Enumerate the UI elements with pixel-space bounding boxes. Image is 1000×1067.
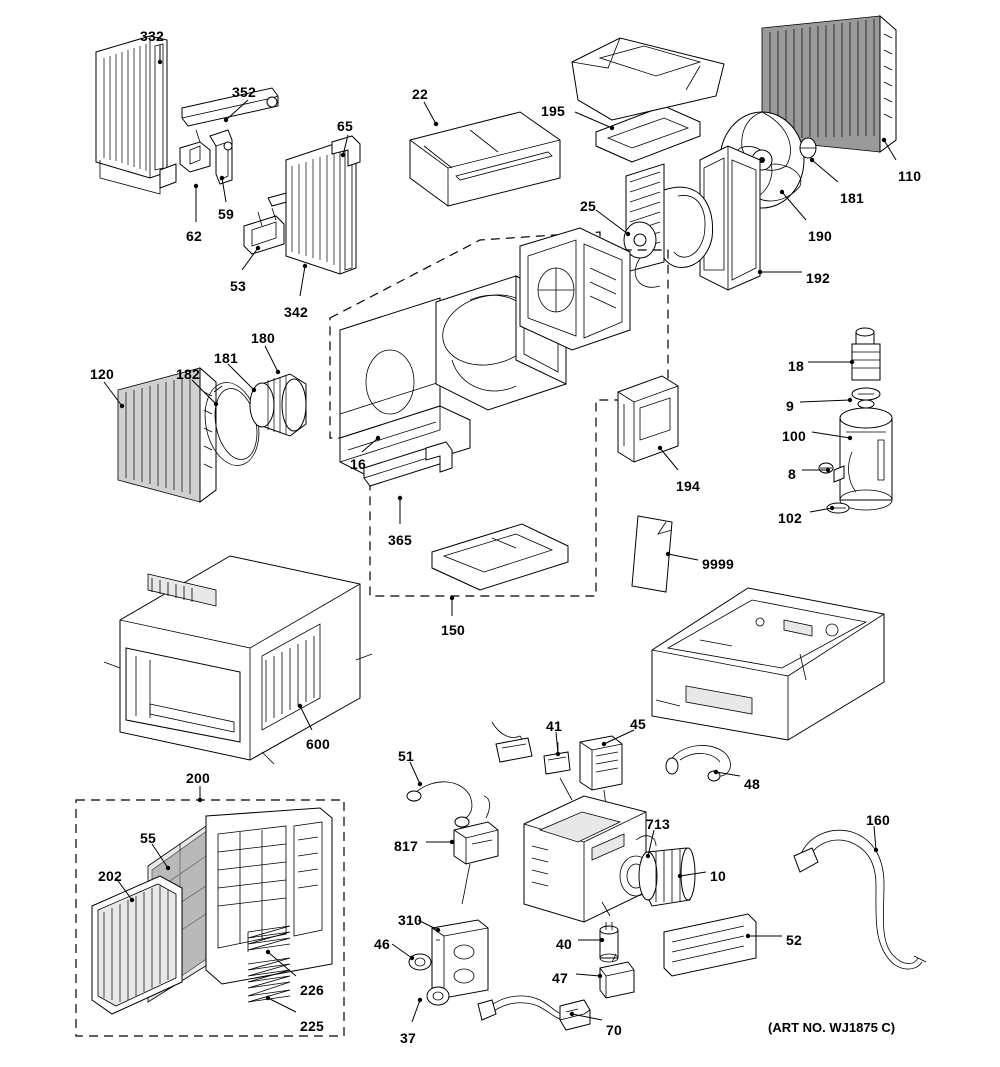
callout-713: 713 [646, 816, 670, 832]
callout-65: 65 [337, 118, 353, 134]
callout-352: 352 [232, 84, 256, 100]
callout-310: 310 [398, 912, 422, 928]
callout-150: 150 [441, 622, 465, 638]
part-18-terminal-cover [852, 328, 880, 380]
callout-226: 226 [300, 982, 324, 998]
callout-40: 40 [556, 936, 572, 952]
callout-45: 45 [630, 716, 646, 732]
part-352-bar [182, 88, 278, 126]
callout-225: 225 [300, 1018, 324, 1034]
callout-120: 120 [90, 366, 114, 382]
callout-102: 102 [778, 510, 802, 526]
callout-202: 202 [98, 868, 122, 884]
callout-16: 16 [350, 456, 366, 472]
part-342-louver-panel [286, 142, 356, 274]
callout-110: 110 [898, 168, 922, 184]
part-8-bolt [819, 463, 833, 473]
callout-53: 53 [230, 278, 246, 294]
callout-180: 180 [251, 330, 275, 346]
part-45-control-box [580, 736, 622, 806]
callout-181: 181 [214, 350, 238, 366]
callout-194: 194 [676, 478, 700, 494]
callout-9: 9 [786, 398, 794, 414]
callout-181: 181 [840, 190, 864, 206]
callout-365: 365 [388, 532, 412, 548]
callout-10: 10 [710, 868, 726, 884]
part-332-front-grille [96, 36, 176, 194]
callout-195: 195 [541, 103, 565, 119]
part-150-drain-tray [432, 524, 568, 590]
callout-55: 55 [140, 830, 156, 846]
part-top-deflector [572, 38, 724, 120]
part-59-clip [210, 130, 232, 184]
callout-48: 48 [744, 776, 760, 792]
callout-37: 37 [400, 1030, 416, 1046]
part-817-thermostat [454, 796, 498, 904]
callout-41: 41 [546, 718, 562, 734]
part-53-bracket [244, 208, 284, 254]
callout-62: 62 [186, 228, 202, 244]
callout-9999: 9999 [702, 556, 734, 572]
callout-100: 100 [782, 428, 806, 444]
callout-18: 18 [788, 358, 804, 374]
callout-59: 59 [218, 206, 234, 222]
art-number-label: (ART NO. WJ1875 C) [768, 1020, 896, 1035]
callout-192: 192 [806, 270, 830, 286]
part-181-fan-nut [800, 138, 816, 158]
callout-46: 46 [374, 936, 390, 952]
part-194-compressor-bracket [618, 376, 678, 462]
part-310-control-panel [432, 920, 488, 998]
callout-332: 332 [140, 28, 164, 44]
part-200-front-panel [206, 808, 332, 984]
callout-600: 600 [306, 736, 330, 752]
part-160-tubing [794, 830, 926, 969]
part-120-evaporator-coil [118, 368, 216, 502]
part-600-cabinet [104, 556, 372, 764]
callout-52: 52 [786, 932, 802, 948]
callout-22: 22 [412, 86, 428, 102]
callout-200: 200 [186, 770, 210, 786]
callout-342: 342 [284, 304, 308, 320]
part-45-wire [492, 722, 532, 762]
part-base-pan [652, 588, 884, 740]
part-22-top-panel [410, 112, 560, 206]
part-51-wire-harness [407, 782, 472, 827]
callout-817: 817 [394, 838, 418, 854]
callout-25: 25 [580, 198, 596, 214]
part-100-compressor [834, 408, 892, 510]
callout-70: 70 [606, 1022, 622, 1038]
callout-190: 190 [808, 228, 832, 244]
part-52-side-panel [664, 914, 756, 976]
callout-8: 8 [788, 466, 796, 482]
callout-51: 51 [398, 748, 414, 764]
part-37-knob [427, 987, 449, 1005]
part-48-wire-loop [666, 745, 731, 781]
part-202-front-cover [92, 876, 182, 1014]
part-9-mounting-grommet [852, 388, 880, 408]
callout-160: 160 [866, 812, 890, 828]
part-47-relay [600, 954, 634, 998]
part-150-divider-panel [520, 228, 630, 350]
part-control-chassis [524, 778, 646, 922]
callout-182: 182 [176, 366, 200, 382]
callout-47: 47 [552, 970, 568, 986]
part-62-bracket [180, 130, 210, 172]
